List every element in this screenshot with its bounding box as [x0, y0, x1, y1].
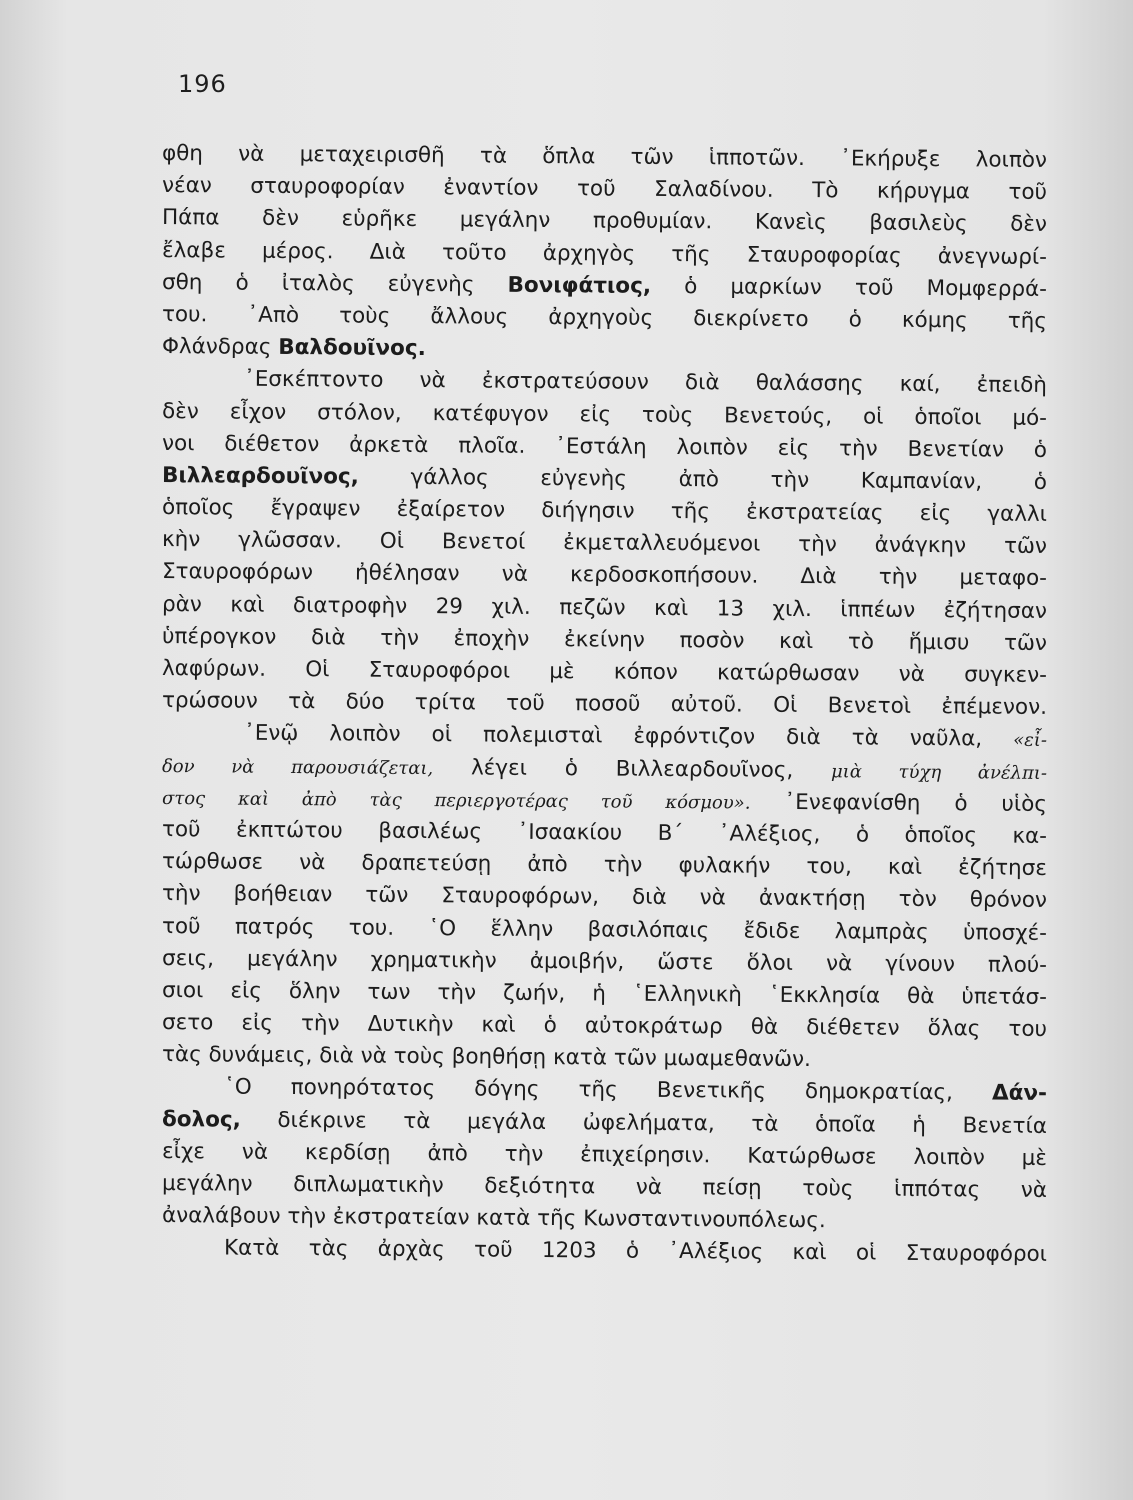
text-segment: ὁ μαρκίων τοῦ Μομφερρά-: [650, 273, 1048, 302]
text-segment: ῾Ο πονηρότατος δόγης τῆς Βενετικῆς δημοκρατίας,: [223, 1074, 993, 1106]
text-segment: ὑπέρογκον διὰ τὴν ἐποχὴν ἐκείνην ποσὸν καὶ τὸ ἥμισυ τῶν: [161, 623, 1048, 656]
text-segment: Φλάνδρας: [161, 334, 279, 361]
text-segment: κὴν γλῶσσαν. Οἱ Βενετοί ἐκμεταλλευόμενοι τὴν ἀνάγκην τῶν: [161, 527, 1048, 560]
text-segment: ᾿Εσκέπτοντο νὰ ἐκστρατεύσουν διὰ θαλάσσης καί, ἐπειδὴ: [243, 366, 1048, 399]
text-segment: σιοι εἰς ὅλην των τὴν ζωήν, ἡ ῾Ελληνικὴ ῾Εκκλησία θὰ ὑπετάσ-: [161, 977, 1048, 1010]
text-segment: δὲν εἶχον στόλον, κατέφυγον εἰς τοὺς Βενετούς, οἱ ὁποῖοι μό-: [161, 398, 1048, 431]
text-segment: φθη νὰ μεταχειρισθῆ τὰ ὅπλα τῶν ἱπποτῶν. ᾿Εκήρυξε λοιπὸν: [161, 141, 1048, 173]
text-segment: νέαν σταυροφορίαν ἐναντίον τοῦ Σαλαδίνου. Τὸ κήρυγμα τοῦ: [161, 173, 1048, 206]
bold-name: Βαλδουῖνος.: [278, 335, 426, 362]
text-segment: σετο εἰς τὴν Δυτικὴν καὶ ὁ αὐτοκράτωρ θὰ διέθετεν ὅλας του: [161, 1010, 1048, 1043]
bold-name: Βιλλεαρδουῖνος,: [161, 462, 359, 490]
text-line: [162, 1232, 1047, 1271]
text-segment: διέκρινε τὰ μεγάλα ὠφελήματα, τὰ ὁποῖα ἡ Βενετία: [240, 1107, 1048, 1139]
text-segment: τοῦ ἐκπτώτου βασιλέως ᾿Ισαακίου Β΄ ᾿Αλέξιος, ὁ ὁποῖος κα-: [161, 816, 1048, 849]
bold-name: δολος,: [161, 1106, 241, 1133]
text-segment: σθη ὁ ἰταλὸς εὐγενὴς: [161, 269, 508, 298]
text-segment: ὁποῖος ἔγραψεν ἐξαίρετον διήγησιν τῆς ἐκστρατείας εἰς γαλλι: [161, 495, 1048, 528]
text-segment: μεγάλην διπλωματικὴν δεξιότητα νὰ πείσῃ τοὺς ἱππότας νὰ: [161, 1171, 1048, 1203]
body-text: [161, 138, 1048, 1268]
text-segment: Πάπα δὲν εὑρῆκε μεγάλην προθυμίαν. Κανεὶς βασιλεὺς δὲν: [161, 205, 1048, 238]
bold-name: Βονιφάτιος,: [507, 272, 652, 299]
quoted-text: μιὰ τύχη ἀνέλπι-: [830, 760, 1048, 784]
text-segment: τὰς δυνάμεις, διὰ νὰ τοὺς βοηθήσῃ κατὰ τῶν μωαμεθανῶν.: [161, 1042, 812, 1073]
quoted-text: στος καὶ ἀπὸ τὰς περιεργοτέρας τοῦ κόσμου».: [161, 787, 751, 814]
bold-name: Δάν-: [991, 1080, 1048, 1107]
text-segment: τοῦ πατρός του. ῾Ο ἕλλην βασιλόπαις ἔδιδε λαμπρὰς ὑποσχέ-: [161, 913, 1048, 946]
text-segment: εἶχε νὰ κερδίσῃ ἀπὸ τὴν ἐπιχείρησιν. Κατώρθωσε λοιπὸν μὲ: [161, 1138, 1048, 1171]
text-segment: τώρθωσε νὰ δραπετεύσῃ ἀπὸ τὴν φυλακήν του, καὶ ἐζήτησε: [161, 849, 1048, 882]
text-segment: ᾿Ενεφανίσθη ὁ υἱὸς: [750, 789, 1048, 817]
text-segment: Κατὰ τὰς ἀρχὰς τοῦ 1203 ὁ ᾿Αλέξιος καὶ οἱ Σταυροφόροι: [223, 1235, 1048, 1268]
text-segment: τρώσουν τὰ δύο τρίτα τοῦ ποσοῦ αὐτοῦ. Οἱ Βενετοὶ ἐπέμενον.: [161, 688, 1048, 721]
text-segment: ρὰν καὶ διατροφὴν 29 χιλ. πεζῶν καὶ 13 χιλ. ἱππέων ἐζήτησαν: [161, 591, 1048, 624]
text-segment: λέγει ὁ Βιλλεαρδουῖνος,: [433, 754, 832, 783]
text-segment: νοι διέθετον ἀρκετὰ πλοῖα. ᾿Εστάλη λοιπὸν εἰς τὴν Βενετίαν ὁ: [161, 430, 1048, 463]
text-segment: Σταυροφόρων ἠθέλησαν νὰ κερδοσκοπήσουν. Διὰ τὴν μεταφο-: [161, 559, 1048, 592]
text-segment: σεις, μεγάλην χρηματικὴν ἀμοιβήν, ὥστε ὅλοι νὰ γίνουν πλού-: [161, 945, 1048, 978]
quoted-text: δον νὰ παρουσιάζεται,: [161, 755, 434, 779]
text-segment: λαφύρων. Οἱ Σταυροφόροι μὲ κόπον κατώρθωσαν νὰ συγκεν-: [161, 656, 1048, 688]
text-segment: ἔλαβε μέρος. Διὰ τοῦτο ἀρχηγὸς τῆς Σταυροφορίας ἀνεγνωρί-: [161, 237, 1048, 270]
text-segment: ἀναλάβουν τὴν ἐκστρατείαν κατὰ τῆς Κωνσταντινουπόλεως.: [161, 1203, 826, 1234]
quoted-text: «εἶ-: [1013, 730, 1048, 752]
page-number: 196: [178, 70, 227, 98]
text-segment: τὴν βοήθειαν τῶν Σταυροφόρων, διὰ νὰ ἀνακτήσῃ τὸν θρόνον: [161, 881, 1048, 914]
text-segment: του. ᾿Απὸ τοὺς ἄλλους ἀρχηγοὺς διεκρίνετο ὁ κόμης τῆς: [161, 301, 1048, 334]
text-segment: γάλλος εὐγενὴς ἀπὸ τὴν Καμπανίαν, ὁ: [358, 464, 1048, 495]
text-segment: ᾿Ενῷ λοιπὸν οἱ πολεμισταὶ ἐφρόντιζον διὰ τὰ ναῦλα,: [243, 721, 1014, 753]
